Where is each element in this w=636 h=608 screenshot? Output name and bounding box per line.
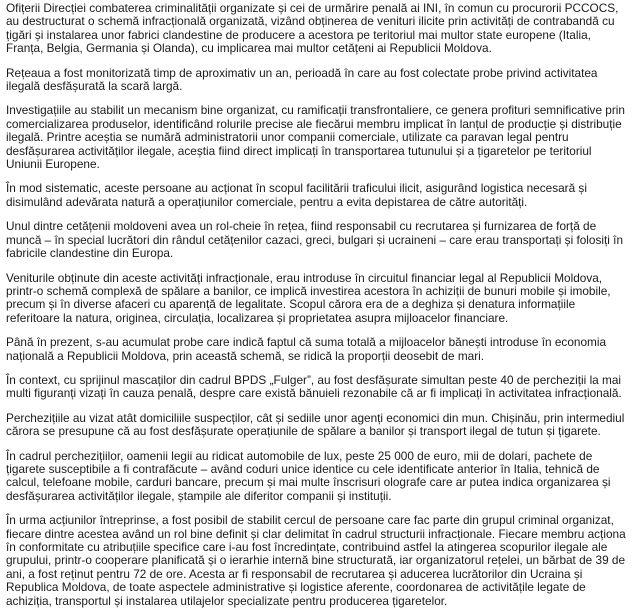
paragraph-1: Ofițerii Direcției combaterea criminalității organizate și cei de urmărire penală ai INI, în comun cu procurorii PCCOCS, au destructurat o schemă infracțională organizată, vizând obținerea de venituri ilicite prin activități de contrabandă cu țigări și instalarea unor fabrici clandestine de producere a acestora pe teritoriul mai multor state europene (Italia, Franța, Belgia, Germania și Olanda), cu implicarea mai multor cetățeni ai Republicii Moldova. (6, 1, 619, 56)
paragraph-11: În urma acțiunilor întreprinse, a fost posibil de stabilit cercul de persoane care fac parte din grupul criminal organizat, fiecare dintre acestea având un rol bine definit și clar delimitat în cadrul structurii infracționale. Fiecare membru acționa în conformitate cu atribuțiile specifice care i-au fost încredințate, contribuind astfel la atingerea scopurilor ilegale ale grupului, printr-o cooperare planificată și o ierarhie internă bine structurată, iar organizatorul rețelei, un bărbat de 39 de ani, a fost reținut pentru 72 de ore. Acesta ar fi responsabil de recrutarea și aducerea lucrătorilor din Ucraina și Republica Moldova, de toate aspectele administrative și logistice aferente, coordonarea de activitățile legate de achiziția, transportul și instalarea utilajelor specializate pentru producerea țigaretelor. (6, 513, 626, 608)
paragraph-3: Investigațiile au stabilit un mecanism bine organizat, cu ramificații transfrontaliere, ce genera profituri semnificative prin comercializarea produselor, identificând rolurile precise ale fiecărui membru implicat în lanțul de producție și distribuție ilegală. Printre aceștia se numără administratorii unor companii comerciale, utilizate ca paravan legal pentru desfășurarea activităților ilegale, aceștia fiind direct implicați în transportarea tutunului și a țigaretelor pe teritoriul Uniunii Europene. (6, 103, 625, 172)
paragraph-7: Până în prezent, s-au acumulat probe care indică faptul că suma totală a mijloacelor bănești introduse în economia națională a Republicii Moldova, prin această schemă, se ridică la proporții deosebit de mari. (6, 335, 607, 363)
paragraph-5: Unul dintre cetățenii moldoveni avea un rol-cheie în rețea, fiind responsabil cu recrutarea și furnizarea de forță de muncă – în special lucrători din rândul cetățenilor cazaci, greci, bulgari și ucraineni – care erau transportați și folosiți în fabricile clandestine din Europa. (6, 219, 624, 261)
paragraph-2: Rețeaua a fost monitorizată timp de aproximativ un an, perioadă în care au fost colectate probe privind activitatea ilegală desfășurată la scară largă. (6, 65, 598, 94)
paragraph-4: În mod sistematic, aceste persoane au acționat în scopul facilitării traficului ilicit, asigurând logistica necesară și disimulând adevărata natură a operațiunilor comerciale, pentru a evita depistarea de către autorități. (6, 181, 587, 209)
paragraph-8: În context, cu sprijinul mascaților din cadrul BPDS „Fulger”, au fost desfășurate simultan peste 40 de percheziții la mai multi figuranți vizați în cauza penală, despre care există bănuieli rezonabile că ar fi implicați în activitatea infracțională. (6, 372, 622, 401)
paragraph-9: Perchezițiile au vizat atât domiciliile suspecților, cât și sediile unor agenți economici din mun. Chișinău, prin intermediul cărora se presupune că au fost desfășurate operațiunile de spălare a banilor și transport ilegal de tutun și țigarete. (6, 410, 625, 439)
article-body (6, 2, 626, 608)
paragraph-6: Veniturile obținute din aceste activități infracționale, erau introduse în circuitul financiar legal al Republicii Moldova, printr-o schemă complexă de spălare a banilor, ce implică investirea acestora în achiziții de bunuri mobile și imobile, precum și în diverse afaceri cu aparență de legalitate. Scopul cărora era de a deghiza și denatura informațiile referitoare la natura, originea, circulația, localizarea și proprietatea asupra mijloacelor financiare. (6, 270, 611, 325)
paragraph-10: În cadrul perchezițiilor, oamenii legii au ridicat automobile de lux, peste 25 000 de euro, mii de dolari, pachete de țigarete susceptibile a fi contrafăcute – având coduri unice identice cu cele identificate anterior în Italia, tehnică de calcul, telefoane mobile, carduri bancare, precum și mai multe înscrisuri olografe care ar putea indica organizarea și desfășurarea activităților ilegale, ștampile ale diferitor companii și instituții. (6, 448, 611, 503)
